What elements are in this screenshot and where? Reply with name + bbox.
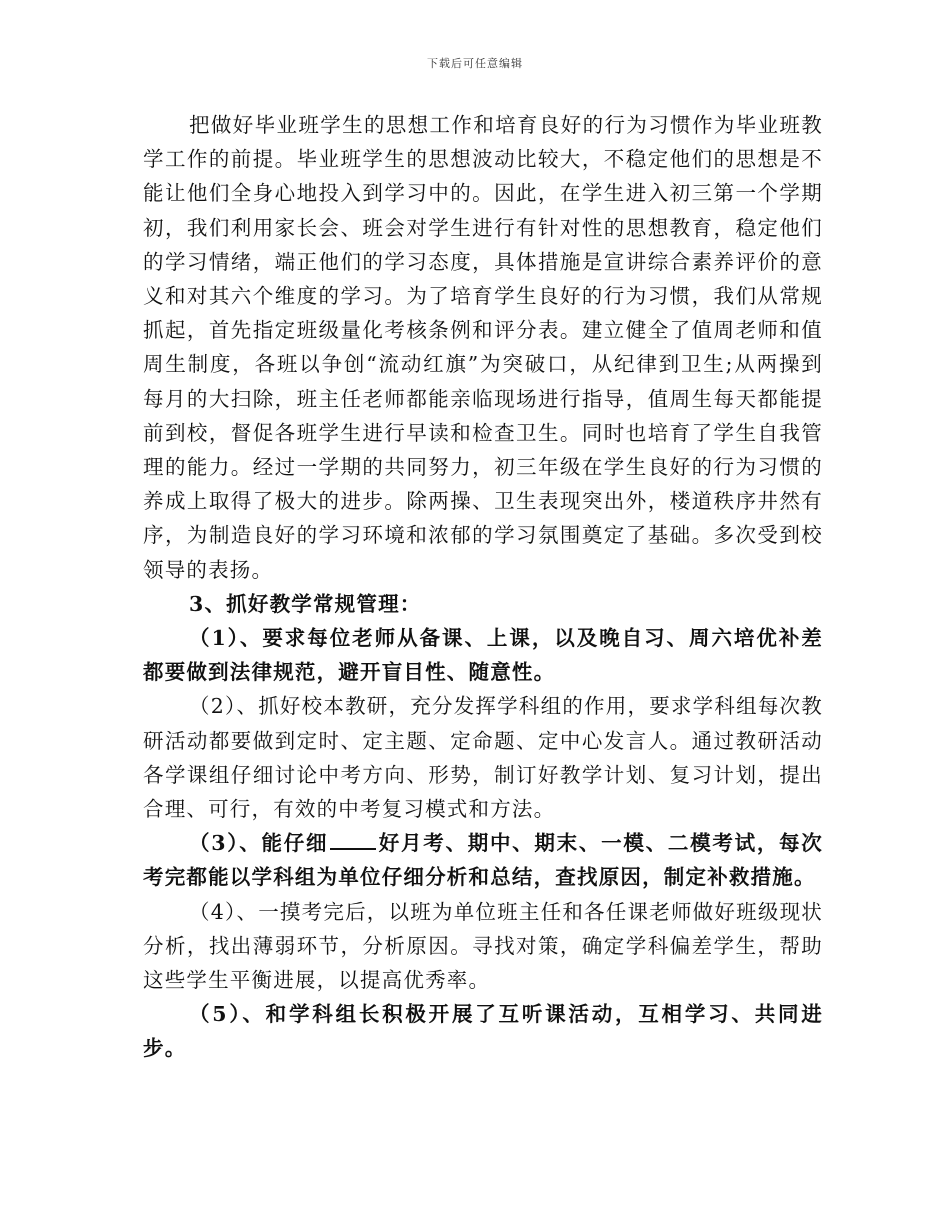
page-header: 下载后可任意编辑 bbox=[427, 57, 523, 70]
section-heading-teaching-routine: 3、抓好教学常规管理： bbox=[189, 591, 422, 616]
blank-underline bbox=[330, 830, 376, 850]
document-body bbox=[143, 108, 823, 1066]
list-item-2: （2）、抓好校本教研，充分发挥学科组的作用，要求学科组每次教研活动都要做到定时、定主题、定命题、定中心发言人。通过教研活动各学课组仔细讨论中考方向、形势，制订好教学计划、复习计划，提出合理、可行，有效的中考复习模式和方法。 bbox=[143, 694, 823, 822]
list-item-5: （5）、和学科组长积极开展了互听课活动，互相学习、共同进步。 bbox=[143, 1002, 823, 1061]
list-item-4: （4）、一摸考完后，以班为单位班主任和各任课老师做好班级现状分析，找出薄弱环节，分析原因。寻找对策，确定学科偏差学生，帮助这些学生平衡进展，以提高优秀率。 bbox=[143, 899, 823, 993]
list-item-3 bbox=[143, 826, 823, 894]
list-item-3-end: 好月考、期中、期末、一模、二模考试，每次考完都能以学科组为单位仔细分析和总结，查找原因，制定补救措施。 bbox=[143, 831, 824, 890]
list-item-1: （1）、要求每位老师从备课、上课，以及晚自习、周六培优补差都要做到法律规范，避开盲目性、随意性。 bbox=[143, 626, 823, 685]
paragraph-moral-education: 把做好毕业班学生的思想工作和培育良好的行为习惯作为毕业班教学工作的前提。毕业班学生的思想波动比较大，不稳定他们的思想是不能让他们全身心地投入到学习中的。因此，在学生进入初三第一个学期初，我们利用家长会、班会对学生进行有针对性的思想教育，稳定他们的学习情绪，端正他们的学习态度，具体措施是宣讲综合素养评价的意义和对其六个维度的学习。为了培育学生良好的行为习惯，我们从常规抓起，首先指定班级量化考核条例和评分表。建立健全了值周老师和值周生制度，各班以争创“流动红旗”为突破口，从纪律到卫生;从两操到每月的大扫除，班主任老师都能亲临现场进行指导，值周生每天都能提前到校，督促各班学生进行早读和检查卫生。同时也培育了学生自我管理的能力。经过一学期的共同努力，初三年级在学生良好的行为习惯的养成上取得了极大的进步。除两操、卫生表现突出外，楼道秩序井然有序，为制造良好的学习环境和浓郁的学习氛围奠定了基础。多次受到校领导的表扬。 bbox=[143, 113, 823, 582]
list-item-3-start: （3）、能仔细 bbox=[189, 831, 329, 856]
